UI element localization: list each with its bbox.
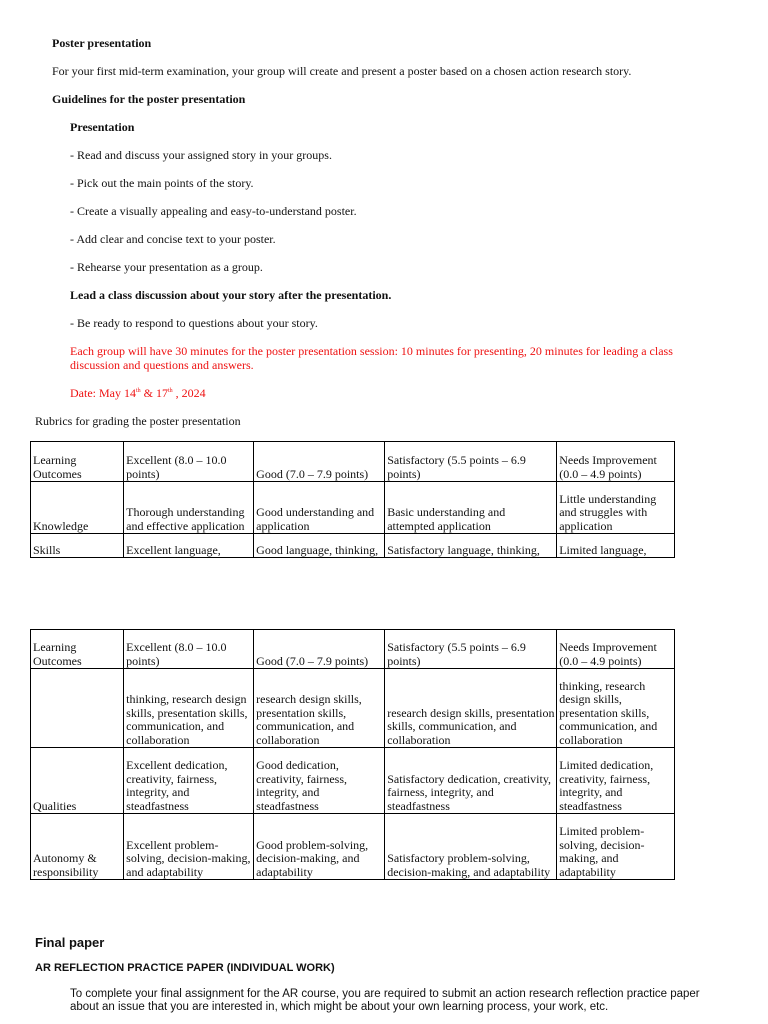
table-cell: Limited problem-solving, decision-making, and adaptability bbox=[557, 814, 675, 880]
table-cell: Excellent problem-solving, decision-making, and adaptability bbox=[124, 814, 254, 880]
final-paper-body-line-2: about an issue that you are interested in, which might be about your own learning process, your work, etc. bbox=[70, 1001, 609, 1013]
table-cell: Good understanding and application bbox=[254, 482, 385, 534]
header-cell: Learning Outcomes bbox=[31, 442, 124, 482]
table-cell: thinking, research design skills, presentation skills, communication, and collaboration bbox=[557, 669, 675, 748]
presentation-date: Date: May 14th & 17th , 2024 bbox=[70, 386, 206, 400]
table-row bbox=[31, 534, 675, 558]
table-cell: Limited language, bbox=[557, 534, 675, 558]
header-cell: Good (7.0 – 7.9 points) bbox=[254, 442, 385, 482]
discussion-step: - Be ready to respond to questions about your story. bbox=[70, 316, 318, 330]
table-row bbox=[31, 748, 675, 814]
header-cell: Excellent (8.0 – 10.0 points) bbox=[124, 442, 254, 482]
step-item: - Add clear and concise text to your poster. bbox=[70, 232, 276, 246]
header-cell: Needs Improvement (0.0 – 4.9 points) bbox=[557, 442, 675, 482]
table-header-row bbox=[31, 442, 675, 482]
table-cell: Autonomy & responsibility bbox=[31, 814, 124, 880]
header-cell: Needs Improvement (0.0 – 4.9 points) bbox=[557, 630, 675, 669]
table-row bbox=[31, 814, 675, 880]
table-cell: Little understanding and struggles with application bbox=[557, 482, 675, 534]
table-cell: research design skills, presentation skills, communication, and collaboration bbox=[385, 669, 557, 748]
header-cell: Satisfactory (5.5 points – 6.9 points) bbox=[385, 442, 557, 482]
header-cell: Satisfactory (5.5 points – 6.9 points) bbox=[385, 630, 557, 669]
table-cell: Good problem-solving, decision-making, and adaptability bbox=[254, 814, 385, 880]
discussion-heading: Lead a class discussion about your story after the presentation. bbox=[70, 288, 392, 302]
table-cell: Thorough understanding and effective application bbox=[124, 482, 254, 534]
table-cell: Knowledge bbox=[31, 482, 124, 534]
rubric-caption: Rubrics for grading the poster presentation bbox=[35, 414, 241, 428]
table-cell: Qualities bbox=[31, 748, 124, 814]
guidelines-heading: Guidelines for the poster presentation bbox=[52, 92, 246, 106]
table-cell: Satisfactory problem-solving, decision-making, and adaptability bbox=[385, 814, 557, 880]
section-heading-poster: Poster presentation bbox=[52, 36, 152, 50]
time-note-line-1: Each group will have 30 minutes for the poster presentation session: 10 minutes for presenting, 20 minutes for leading a class bbox=[70, 344, 673, 358]
table-cell: Limited dedication, creativity, fairness, integrity, and steadfastness bbox=[557, 748, 675, 814]
table-cell: Excellent dedication, creativity, fairness, integrity, and steadfastness bbox=[124, 748, 254, 814]
header-cell: Learning Outcomes bbox=[31, 630, 124, 669]
final-paper-heading: Final paper bbox=[35, 935, 105, 950]
table-cell: Skills bbox=[31, 534, 124, 558]
step-item: - Rehearse your presentation as a group. bbox=[70, 260, 263, 274]
table-cell bbox=[31, 669, 124, 748]
final-paper-body-line-1: To complete your final assignment for the AR course, you are required to submit an action research reflection practice paper bbox=[70, 988, 700, 1000]
rubric-table-part-1 bbox=[30, 441, 675, 558]
table-cell: research design skills, presentation skills, communication, and collaboration bbox=[254, 669, 385, 748]
table-cell: Satisfactory dedication, creativity, fairness, integrity, and steadfastness bbox=[385, 748, 557, 814]
table-cell: Satisfactory language, thinking, bbox=[385, 534, 557, 558]
rubric-table-part-2 bbox=[30, 629, 675, 880]
table-row bbox=[31, 482, 675, 534]
intro-paragraph: For your first mid-term examination, your group will create and present a poster based on a chosen action research story. bbox=[52, 64, 632, 78]
header-cell: Good (7.0 – 7.9 points) bbox=[254, 630, 385, 669]
step-item: - Read and discuss your assigned story in your groups. bbox=[70, 148, 332, 162]
step-item: - Create a visually appealing and easy-to-understand poster. bbox=[70, 204, 357, 218]
table-row bbox=[31, 669, 675, 748]
table-cell: thinking, research design skills, presentation skills, communication, and collaboration bbox=[124, 669, 254, 748]
presentation-subheading: Presentation bbox=[70, 120, 135, 134]
time-note-line-2: discussion and questions and answers. bbox=[70, 358, 254, 372]
table-cell: Excellent language, bbox=[124, 534, 254, 558]
header-cell: Excellent (8.0 – 10.0 points) bbox=[124, 630, 254, 669]
final-paper-subheading: AR REFLECTION PRACTICE PAPER (INDIVIDUAL WORK) bbox=[35, 962, 335, 974]
table-header-row bbox=[31, 630, 675, 669]
table-cell: Good dedication, creativity, fairness, integrity, and steadfastness bbox=[254, 748, 385, 814]
step-item: - Pick out the main points of the story. bbox=[70, 176, 254, 190]
table-cell: Good language, thinking, bbox=[254, 534, 385, 558]
table-cell: Basic understanding and attempted application bbox=[385, 482, 557, 534]
